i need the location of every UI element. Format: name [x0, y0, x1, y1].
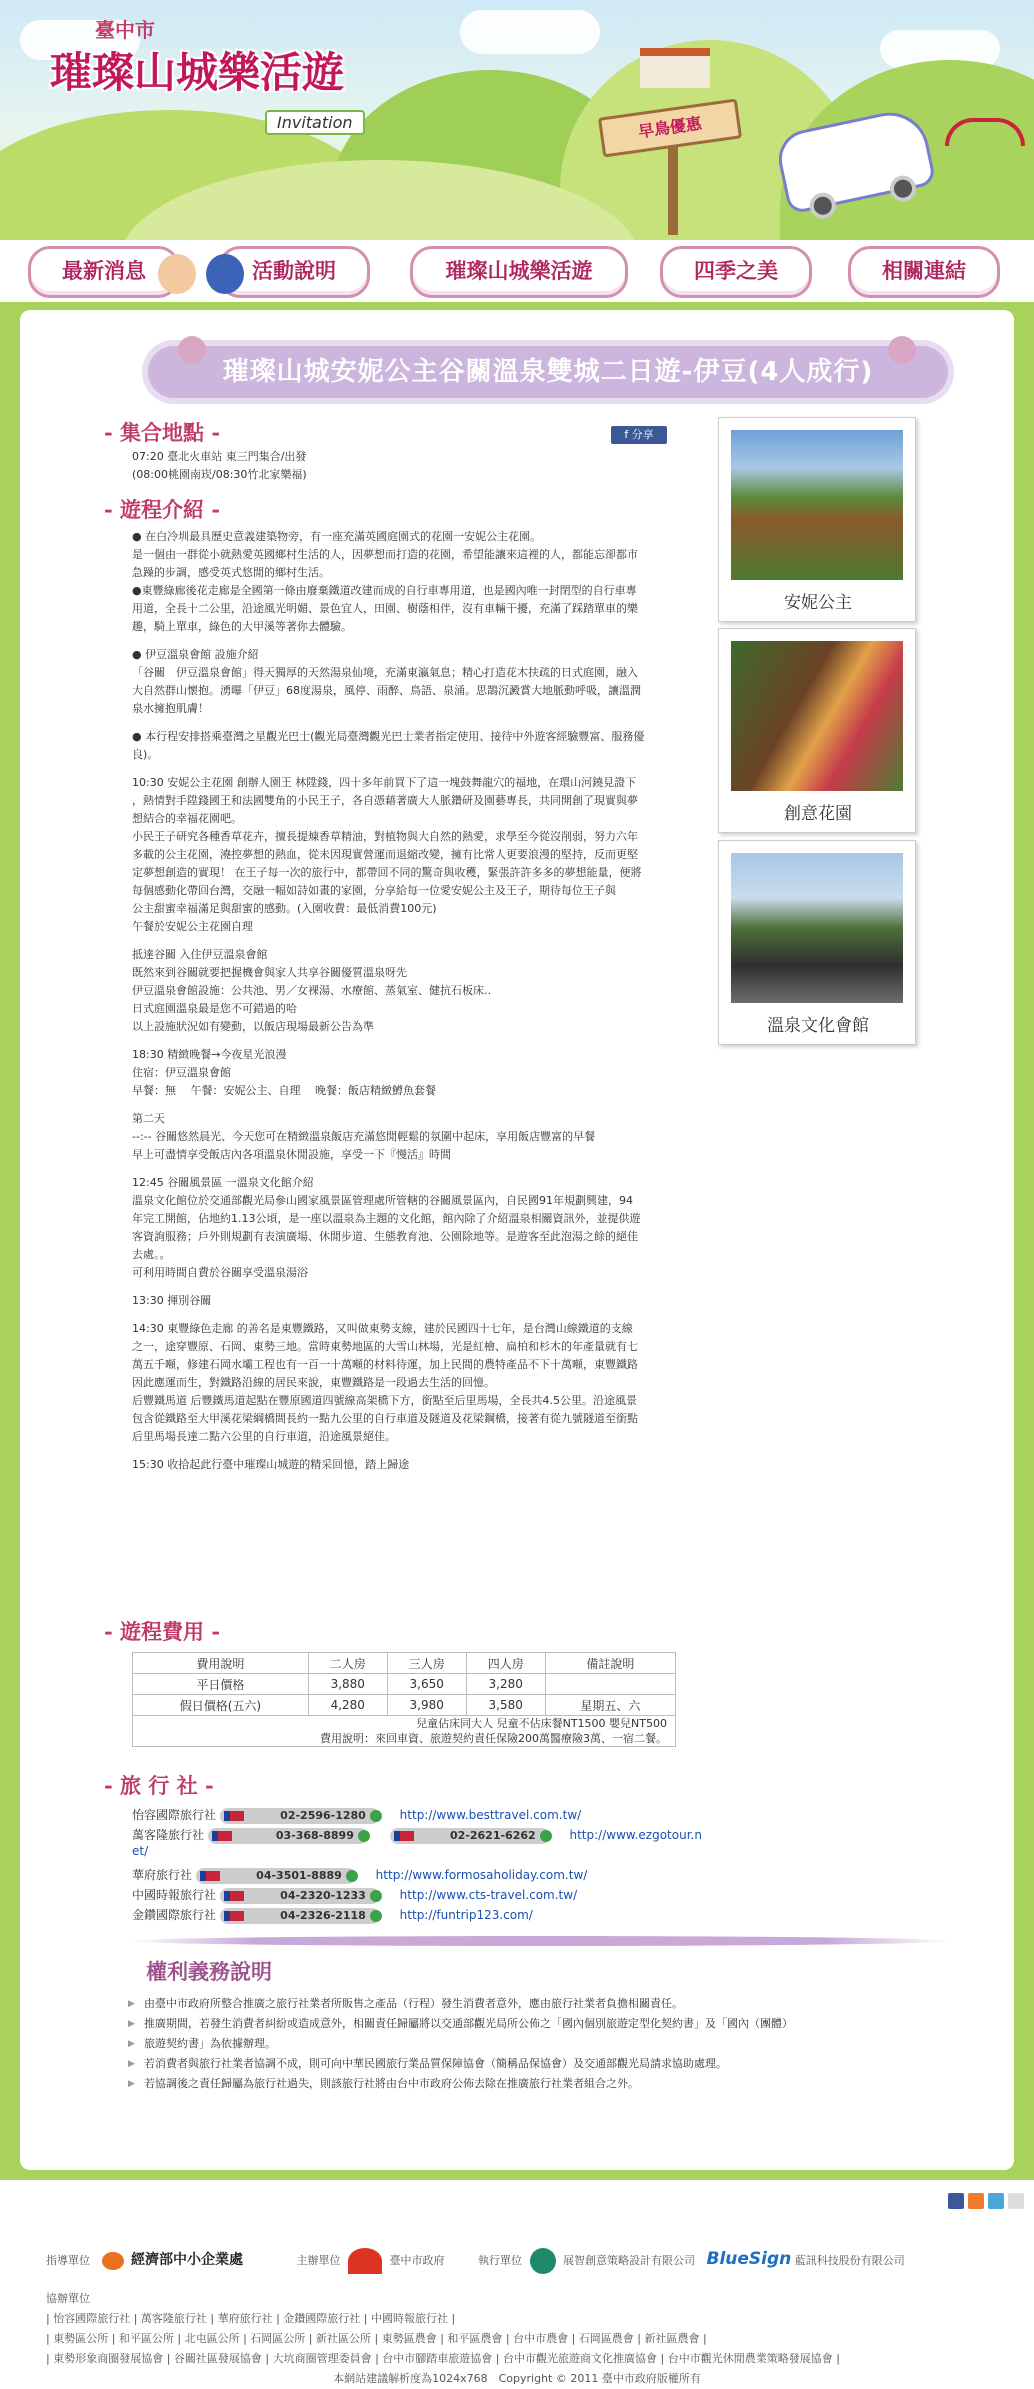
house-illustration — [640, 48, 710, 88]
share-label: 分享 — [631, 428, 654, 441]
agency-link[interactable]: http://www.formosaholiday.com.tw/ — [375, 1868, 588, 1882]
divider — [130, 1936, 950, 1946]
agency-row — [132, 1826, 702, 1846]
intro-line: 趣，騎上單車，綠色的大甲溪等著你去體驗。 — [132, 620, 352, 633]
meet-text — [132, 448, 712, 484]
intro-line: 后豐鐵馬道 后豐鐵馬道起點在豐原國道四號線高架橋下方，銜點至后里馬場，全長共4.5公里。沿途風景 — [132, 1394, 637, 1407]
intro-line: 年完工開館，佔地約1.13公頃，是一座以溫泉為主題的文化館，館內除了介紹溫泉相關資訊外，並提供遊 — [132, 1212, 641, 1225]
bluesign-org[interactable]: 藍訊科技股份有限公司 — [794, 2254, 905, 2267]
co-label: 協辦單位 — [46, 2292, 90, 2305]
fee-note-cell — [133, 1716, 676, 1747]
table-row — [133, 1674, 676, 1695]
agency-name: 萬客隆旅行社 — [132, 1828, 205, 1842]
agency-row — [132, 1866, 587, 1886]
intro-line: 包含從鐵路至大甲溪花梁綱橋間長約一點九公里的自行車道及隧道及花梁鋼橋，接著有從九號隧道至銜點 — [132, 1412, 638, 1425]
main-nav — [0, 240, 1034, 302]
logo-title: 璀璨山城樂活遊 — [50, 48, 345, 97]
hot-spring-museum-photo — [731, 853, 903, 1003]
plurk-icon[interactable] — [968, 2193, 984, 2209]
agency-row — [132, 1806, 581, 1826]
agency-link[interactable]: http://www.cts-travel.com.tw/ — [399, 1888, 578, 1902]
intro-line: 想結合的幸福花園吧。 — [132, 812, 242, 825]
early-bird-sign[interactable]: 早鳥優惠 — [598, 98, 742, 157]
intro-line: ●東豐綠廊後花走廊是全國第一條由廢棄鐵道改建而成的自行車專用道，也是國內唯一封閉型的自行車專 — [132, 584, 637, 597]
intro-line: 「谷關 伊豆溫泉會館」得天獨厚的天然湯泉仙境，充滿東瀛氣息；精心打造花木扶疏的日式庭園，融入 — [132, 666, 638, 679]
meet-line: (08:00桃園南崁/08:30竹北家樂福) — [132, 468, 307, 481]
intro-paragraph — [132, 1046, 712, 1100]
page-title: 璀璨山城安妮公主谷關溫泉雙城二日遊-伊豆(4人成行) — [222, 357, 874, 387]
bridge-illustration — [945, 118, 1025, 146]
agency-name: 中國時報旅行社 — [132, 1888, 217, 1902]
intro-line: 大自然群山懷抱。湧曝「伊豆」68度湯泉，風停、雨醉、鳥語、泉涌。思鵲沉澱賞大地脈動呼吸，讓溫潤 — [132, 684, 641, 697]
agency-link[interactable]: http://www.ezgotour.n — [569, 1828, 702, 1842]
section-fee-heading: - 遊程費用 - — [104, 1619, 221, 1644]
exec-logo-icon — [530, 2248, 556, 2274]
table-header: 備註說明 — [545, 1653, 675, 1674]
table-cell: 星期五、六 — [545, 1695, 675, 1716]
intro-line: 可利用時間自費於谷關享受溫泉湯浴 — [132, 1266, 308, 1279]
intro-paragraph — [132, 1174, 712, 1282]
intro-line: --:-- 谷關悠然晨光、今天您可在精緻溫泉飯店充滿悠閒輕鬆的氛圍中起床，享用飯店豐富的早餐 — [132, 1130, 596, 1143]
guide-person-icon — [206, 254, 244, 294]
fee-table — [132, 1652, 676, 1747]
nav-event-info[interactable]: 活動說明 — [218, 246, 370, 298]
guide-org[interactable]: 經濟部中小企業處 — [131, 2252, 243, 2268]
intro-line: 急躁的步調，感受英式悠閒的鄉村生活。 — [132, 566, 330, 579]
intro-line: 每個感動化帶回台灣，交融一幅如詩如畫的家園，分享給每一位愛安妮公主及王子，期待每位王子與 — [132, 884, 616, 897]
fee-note: 費用說明：來回車資、旅遊契約責任保險200萬醫療險3萬、一宿二餐。 — [320, 1732, 667, 1745]
phone-badge: 03-368-8899 — [208, 1828, 368, 1844]
intro-line: 用道，全長十二公里，沿途風光明媚、景色宜人，田園、樹蔭相伴，沒有車輛干擾，充滿了踩踏單車的樂 — [132, 602, 638, 615]
co-row[interactable]: | 東勢形象商圈發展協會 | 谷關社區發展協會 | 大坑商圈管理委員會 | 台中市腳踏車旅遊協會 | 台中市觀光旅遊商文化推廣協會 | 台中市觀光休閒農業策略發展協會 | — [46, 2352, 840, 2365]
agency-row — [132, 1886, 577, 1906]
intro-paragraph — [132, 646, 712, 718]
intro-line: 定夢想創造的實現！ 在王子每一次的旅行中，都帶回不同的驚奇與收穫，緊張許許多多的夢想能量，便將 — [132, 866, 642, 879]
intro-line: 公主甜蜜幸福滿足與甜蜜的感動。(入園收費：最低消費100元) — [132, 902, 437, 915]
intro-line: ，熱情對手陞錢國王和法國雙角的小民王子，各自憑藉著廣大人脈鑽研及園藝專長，共同開創了現實與夢 — [132, 794, 638, 807]
meet-line: 07:20 臺北火車站 東三門集合/出發 — [132, 450, 307, 463]
list-item: ▶ 若協調後之責任歸屬為旅行社過失，則該旅行社將由台中市政府公佈去除在推廣旅行社業者組合之外。 — [124, 2074, 954, 2094]
nav-links[interactable]: 相關連結 — [848, 246, 1000, 298]
intro-line: 良)。 — [132, 748, 159, 761]
content-frame — [0, 302, 1034, 2180]
table-cell: 3,650 — [387, 1674, 466, 1695]
phone-badge: 02-2621-6262 — [390, 1828, 550, 1844]
creative-garden-photo — [731, 641, 903, 791]
co-row[interactable]: | 東勢區公所 | 和平區公所 | 北屯區公所 | 石岡區公所 | 新社區公所 | 東勢區農會 | 和平區農會 | 台中市農會 | 石岡區農會 | 新社區農會 | — [46, 2332, 707, 2345]
annie-princess-photo — [731, 430, 903, 580]
intro-line: 以上設施狀況如有變動，以飯店現場最新公告為準 — [132, 1020, 374, 1033]
co-row[interactable]: | 怡容國際旅行社 | 萬客隆旅行社 | 華府旅行社 | 金鑽國際旅行社 | 中國時報旅行社 | — [46, 2312, 456, 2325]
nav-tour[interactable]: 璀璨山城樂活遊 — [410, 246, 628, 298]
intro-line: 去處。。 — [132, 1248, 171, 1261]
taichung-logo-icon — [348, 2248, 382, 2274]
intro-line: 10:30 安妮公主花園 創辦人園王 林陞錢，四十多年前買下了這一塊鼓舞龍穴的福地，在環山河鐃見證下 — [132, 776, 637, 789]
table-header: 三人房 — [387, 1653, 466, 1674]
copyright: 本網站建議解析度為1024x768 Copyright © 2011 臺中市政府版權所有 — [333, 2372, 701, 2385]
table-cell: 3,580 — [466, 1695, 545, 1716]
table-cell — [545, 1674, 675, 1695]
table-cell: 假日價格(五六) — [133, 1695, 309, 1716]
intro-line: 早餐：無 午餐：安妮公主、自理 晚餐：飯店精緻鱒魚套餐 — [132, 1084, 436, 1097]
intro-paragraph — [132, 1110, 712, 1164]
fee-note: 兒童佔床同大人 兒童不佔床餐NT1500 嬰兒NT500 — [416, 1717, 667, 1730]
header-banner — [0, 0, 1034, 240]
intro-paragraph — [132, 528, 712, 636]
intro-line: 13:30 揮別谷關 — [132, 1294, 212, 1307]
intro-paragraph — [132, 774, 712, 936]
intro-line: 之一，途穿豐原、石岡、東勢三地。當時東勢地區的大雪山林場，光是紅檜、扁柏和杉木的年產量就有七 — [132, 1340, 638, 1353]
intro-line: 萬五千噸，修建石岡水壩工程也有一百一十萬噸的材料待運，加上民間的農特產品不下十萬噸，東豐鐵路 — [132, 1358, 638, 1371]
site-logo[interactable] — [40, 10, 400, 140]
agency-link[interactable]: http://funtrip123.com/ — [399, 1908, 533, 1922]
agency-name: 金鑽國際旅行社 — [132, 1908, 217, 1922]
intro-line: 住宿：伊豆溫泉會館 — [132, 1066, 231, 1079]
facebook-icon[interactable] — [948, 2193, 964, 2209]
logo-invitation: Invitation — [265, 110, 365, 135]
intro-line: 午餐於安妮公主花園自理 — [132, 920, 253, 933]
agency-name: 華府旅行社 — [132, 1868, 193, 1882]
intro-line: 日式庭園溫泉最是您不可錯過的哈 — [132, 1002, 297, 1015]
intro-paragraph — [132, 728, 712, 764]
intro-line: 早上可盡情享受飯店內各項溫泉休閒設施，享受一下『慢活』時間 — [132, 1148, 451, 1161]
phone-badge: 04-2320-1233 — [220, 1888, 380, 1904]
facebook-icon: f — [624, 428, 632, 441]
agency-name: 怡容國際旅行社 — [132, 1808, 217, 1822]
logo-city: 臺中市 — [95, 18, 155, 42]
photo-card[interactable] — [718, 840, 916, 1045]
sponsor-row — [46, 2248, 905, 2274]
exec-org[interactable]: 展智創意策略設計有限公司 — [563, 2254, 695, 2267]
intro-line: 既然來到谷關就要把握機會與家人共享谷關優質溫泉呀先 — [132, 966, 407, 979]
facebook-share-button[interactable] — [611, 426, 667, 444]
intro-line: 多載的公主花園，澆控夢想的熱血，從未因現實營運而退縮改變，擁有比常人更要浪漫的堅持，反而更堅 — [132, 848, 638, 861]
table-row — [133, 1716, 676, 1747]
intro-line: 12:45 谷關風景區 一溫泉文化館介紹 — [132, 1176, 314, 1189]
guide-label: 指導單位 — [46, 2254, 90, 2267]
intro-paragraph — [132, 1456, 712, 1474]
intro-line: ● 本行程安排搭乘臺灣之星觀光巴士(觀光局臺灣觀光巴士業者指定使用、接待中外遊客經驗豐富、服務優 — [132, 730, 645, 743]
table-row — [133, 1653, 676, 1674]
list-item: ▶ 若消費者與旅行社業者協調不成，則可向中華民國旅行業品質保障協會（簡稱品保協會）及交通部觀光局請求協助處理。 — [124, 2054, 954, 2074]
intro-line: 14:30 東豐綠色走廊 的善名是東豐鐵路，又叫做東勢支線，建於民國四十七年，是台灣山線鐵道的支線 — [132, 1322, 633, 1335]
intro-line: 泉水擁抱肌膚！ — [132, 702, 209, 715]
agency-link[interactable]: http://www.besttravel.com.tw/ — [399, 1808, 582, 1822]
rights-section — [124, 1956, 954, 2094]
table-row — [133, 1695, 676, 1716]
bluesign-logo[interactable]: BlueSign — [706, 2249, 792, 2269]
section-meet-heading: - 集合地點 - — [104, 420, 221, 445]
table-cell: 3,280 — [466, 1674, 545, 1695]
exec-label: 執行單位 — [478, 2254, 522, 2267]
intro-line: 溫泉文化館位於交通部觀光局參山國家風景區管理處所管轄的谷關風景區內，自民國91年規劃興建，94 — [132, 1194, 633, 1207]
photo-caption: 溫泉文化會館 — [767, 1016, 869, 1036]
section-agency-heading: - 旅 行 社 - — [104, 1773, 214, 1798]
agency-link-wrap[interactable]: et/ — [132, 1844, 149, 1858]
agency-row — [132, 1906, 533, 1926]
intro-line: 18:30 精緻晚餐→今夜星光浪漫 — [132, 1048, 287, 1061]
intro-line: 小民王子研究各種香草花卉，擅長提煉香草精油，對植物與大自然的熱愛，求學至今從沒削弱，努力六年 — [132, 830, 638, 843]
intro-paragraph — [132, 1320, 712, 1446]
google-icon[interactable] — [1008, 2193, 1024, 2209]
intro-line: 15:30 收拾起此行臺中璀璨山城遊的精采回憶，踏上歸途 — [132, 1458, 410, 1471]
intro-line: 是一個由一群從小就熱愛英國鄉村生活的人，因夢想而打造的花園，希望能讓來這裡的人，都能忘卻都市 — [132, 548, 638, 561]
intro-text — [132, 528, 712, 1484]
nav-latest-news[interactable]: 最新消息 — [28, 246, 180, 298]
footer — [0, 2180, 1034, 2389]
intro-line: ● 伊豆溫泉會館 設施介紹 — [132, 648, 259, 661]
table-cell: 3,980 — [387, 1695, 466, 1716]
main-content — [20, 310, 1014, 2170]
intro-line: 因此應運而生，對鐵路沿線的居民來說，東豐鐵路是一段過去生活的回憶。 — [132, 1376, 495, 1389]
list-item: ▶ 推廣期間，若發生消費者糾紛或造成意外，相關責任歸屬將以交通部觀光局所公佈之「國內個別旅遊定型化契約書」及「國內（團體） — [124, 2014, 954, 2034]
table-cell: 4,280 — [308, 1695, 387, 1716]
photo-card[interactable] — [718, 417, 916, 622]
intro-paragraph — [132, 1292, 712, 1310]
list-item: ▶ 由臺中市政府所整合推廣之旅行社業者所販售之產品（行程）發生消費者意外，應由旅行社業者負擔相關責任。 — [124, 1994, 954, 2014]
host-org[interactable]: 臺中市政府 — [389, 2254, 445, 2267]
table-header: 四人房 — [466, 1653, 545, 1674]
phone-badge: 04-3501-8889 — [196, 1868, 356, 1884]
table-cell: 3,880 — [308, 1674, 387, 1695]
rights-title: 權利義務說明 — [146, 1959, 272, 1984]
photo-caption: 安妮公主 — [784, 593, 852, 613]
sme-logo-icon — [102, 2252, 124, 2270]
host-label: 主辦單位 — [296, 2254, 341, 2267]
phone-badge: 04-2326-2118 — [220, 1908, 380, 1924]
intro-line: 伊豆溫泉會館設施：公共池、男／女裸湯、水療館、蒸氣室、健抗石板床.. — [132, 984, 491, 997]
nav-seasons[interactable]: 四季之美 — [660, 246, 812, 298]
intro-line: 抵達谷關 入住伊豆溫泉會館 — [132, 948, 268, 961]
signpost-pole — [668, 140, 678, 235]
table-cell: 平日價格 — [133, 1674, 309, 1695]
title-banner — [148, 346, 948, 398]
phone-badge: 02-2596-1280 — [220, 1808, 380, 1824]
rights-list — [124, 1994, 954, 2094]
nav-deco-icon — [158, 254, 196, 294]
twitter-icon[interactable] — [988, 2193, 1004, 2209]
intro-line: 客資詢服務；戶外則規劃有表演廣場、休閒步道、生態教育池、公園除地等。是遊客至此泡湯之餘的絕佳 — [132, 1230, 638, 1243]
intro-paragraph — [132, 946, 712, 1036]
intro-line: 后里馬場長達二點六公里的自行車道，沿途風景絕佳。 — [132, 1430, 396, 1443]
intro-line: ● 在白冷圳最具歷史意義建築物旁，有一座充滿英國庭園式的花園一安妮公主花園。 — [132, 530, 542, 543]
photo-caption: 創意花園 — [784, 804, 852, 824]
intro-line: 第二天 — [132, 1112, 165, 1125]
table-header: 費用說明 — [133, 1653, 309, 1674]
table-header: 二人房 — [308, 1653, 387, 1674]
list-item: ▶ 旅遊契約書」為依據辦理。 — [124, 2034, 954, 2054]
section-intro-heading: - 遊程介紹 - — [104, 497, 221, 522]
photo-card[interactable] — [718, 628, 916, 833]
